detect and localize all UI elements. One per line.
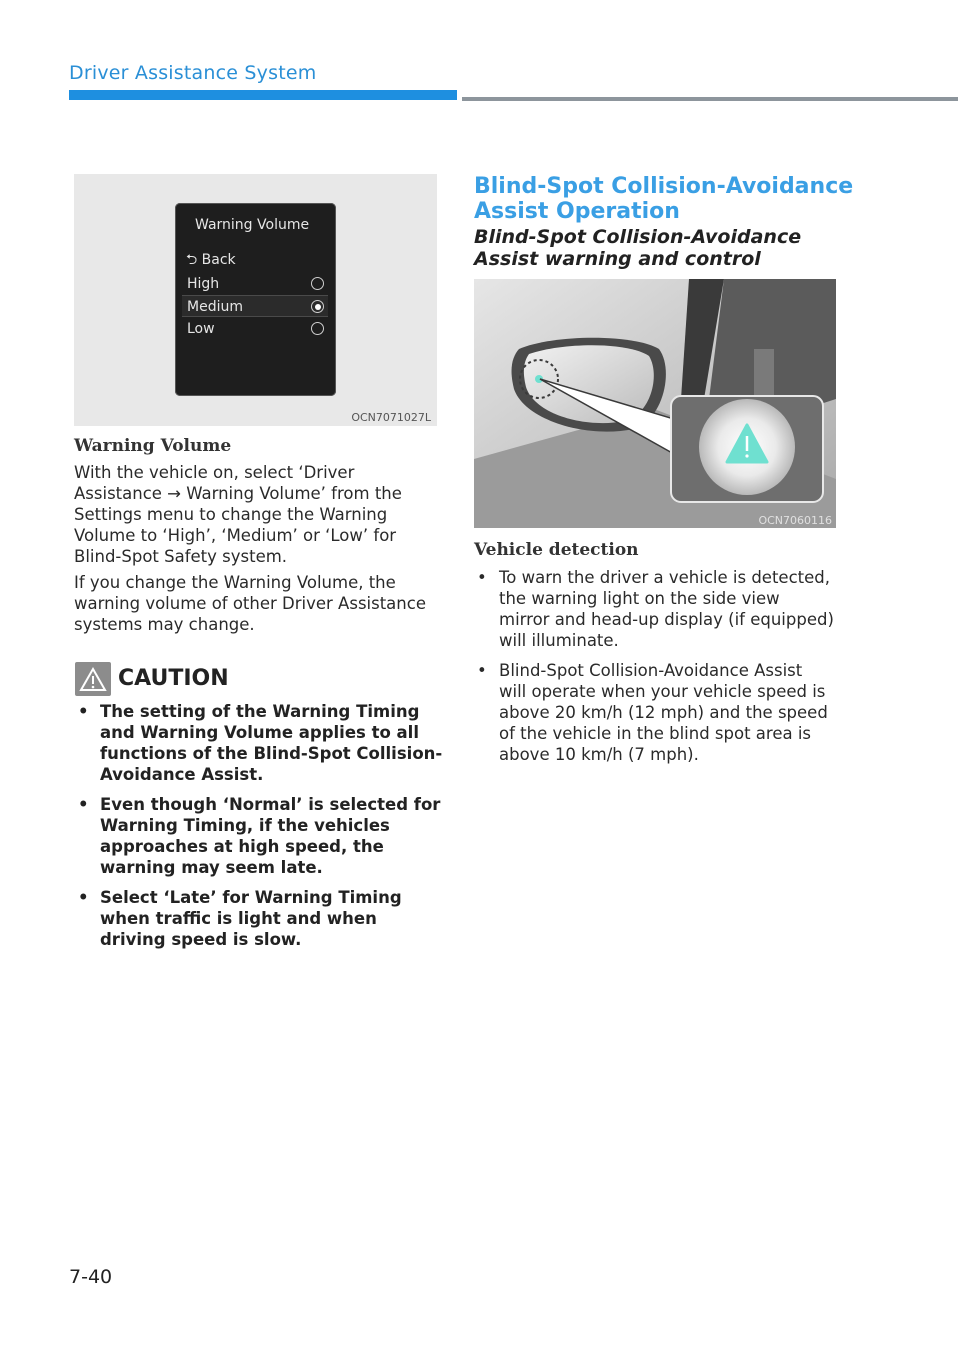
- option-label: Medium: [187, 299, 243, 315]
- caution-list: [75, 701, 445, 959]
- warning-volume-figure: [74, 174, 437, 426]
- list-item: • To warn the driver a vehicle is detected, the warning light on the side view mirror and head-up display (if equipped) will illuminate.: [474, 567, 834, 651]
- vehicle-detection-list: [474, 567, 834, 774]
- vehicle-detection-heading: Vehicle detection: [474, 540, 639, 560]
- warning-volume-heading: Warning Volume: [74, 436, 232, 456]
- caution-badge: [75, 662, 111, 696]
- back-row: [186, 249, 236, 273]
- option-label: High: [187, 276, 220, 292]
- list-item: • The setting of the Warning Timing and Warning Volume applies to all functions of the Blind-Spot Collision-Avoidance Assist.: [75, 701, 445, 785]
- mirror-illustration: [474, 279, 836, 528]
- list-item: • Even though ‘Normal’ is selected for Warning Timing, if the vehicles approaches at high speed, the warning may seem late.: [75, 794, 445, 878]
- section-title: Driver Assistance System: [69, 62, 317, 84]
- radio-selected-icon: [311, 300, 324, 313]
- warning-volume-para2: If you change the Warning Volume, the warning volume of other Driver Assistance systems may change.: [74, 573, 426, 634]
- page-number: 7-40: [69, 1266, 113, 1288]
- option-low: [182, 318, 328, 340]
- header-rule-gray: [462, 97, 958, 101]
- caution-label: CAUTION: [118, 666, 229, 691]
- back-label: Back: [201, 252, 236, 268]
- operation-heading: Blind-Spot Collision-Avoidance Assist Operation: [474, 174, 854, 224]
- figure-code: OCN7071027L: [351, 411, 431, 424]
- back-icon: ⮌: [186, 252, 198, 268]
- warning-volume-para1: With the vehicle on, select ‘Driver Assistance → Warning Volume’ from the Settings menu to change the Warning Volume to ‘High’, ‘Medium’ or ‘Low’ for Blind-Spot Safety system.: [74, 463, 402, 566]
- radio-icon: [311, 277, 324, 290]
- list-item: • Select ‘Late’ for Warning Timing when traffic is light and when driving speed is slow.: [75, 887, 445, 950]
- option-medium: [182, 295, 328, 317]
- list-item: • Blind-Spot Collision-Avoidance Assist will operate when your vehicle speed is above 20 km/h (12 mph) and the speed of the vehicle in the blind spot area is above 10 km/h (7 mph).: [474, 660, 834, 765]
- operation-subheading: Blind-Spot Collision-Avoidance Assist warning and control: [474, 226, 802, 270]
- warning-triangle-icon: [75, 662, 111, 696]
- option-label: Low: [187, 321, 215, 337]
- header-rule-blue: [69, 90, 457, 100]
- mirror-figure: [474, 279, 836, 528]
- screen-title: Warning Volume: [195, 217, 310, 233]
- figure-code: OCN7060116: [758, 514, 832, 527]
- option-high: [182, 273, 328, 295]
- cluster-screen: [175, 203, 336, 396]
- radio-icon: [311, 322, 324, 335]
